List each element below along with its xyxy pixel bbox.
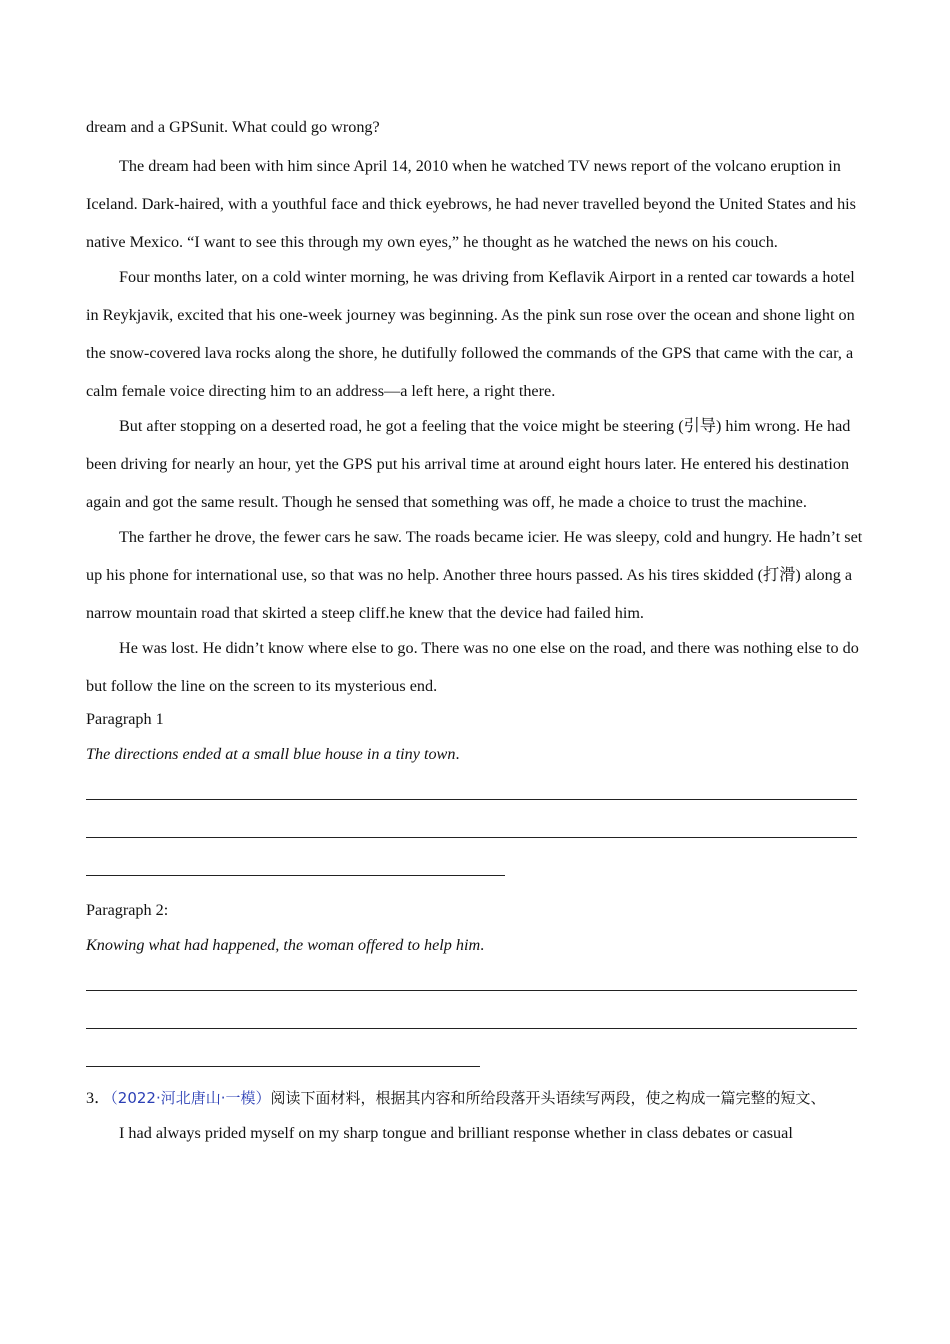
writing-line bbox=[86, 990, 857, 991]
paragraph-2-prompt-end: . bbox=[480, 936, 485, 954]
writing-line bbox=[86, 1028, 857, 1029]
question-3-header bbox=[86, 1079, 864, 1117]
writing-line bbox=[86, 837, 857, 838]
paragraph-1-prompt-end: . bbox=[455, 745, 460, 763]
writing-line bbox=[86, 1066, 480, 1067]
question-instruction: 阅读下面材料，根据其内容和所给段落开头语续写两段，使之构成一篇完整的短文、 bbox=[270, 1089, 826, 1107]
question-source: （2022·河北唐山·一模） bbox=[110, 1089, 271, 1107]
paragraph-1-prompt: The directions ended at a small blue house in a tiny town bbox=[86, 745, 456, 763]
passage-paragraph-2: Four months later, on a cold winter morning, he was driving from Keflavik Airport in a rented car towards a hotel in Reykjavik, excited that his one-week journey was beginning. As the pink sun rose over the ocean and shone light on the snow-covered lava rocks along the shore, he dutifully followed the commands of the GPS that came with the car, a calm female voice directing him to an address—a left here, a right there. bbox=[86, 268, 855, 400]
paragraph-1-writing-area[interactable] bbox=[86, 772, 864, 893]
passage-paragraph-0: dream and a GPSunit. What could go wrong? bbox=[86, 118, 380, 136]
passage-paragraph-5: He was lost. He didn’t know where else to go. There was no one else on the road, and there was nothing else to do but follow the line on the screen to its mysterious end. bbox=[86, 639, 859, 695]
passage-paragraph-4: The farther he drove, the fewer cars he saw. The roads became icier. He was sleepy, cold and hungry. He hadn’t set up his phone for international use, so that was no help. Another three hours passed. As his tires skidded (打滑) along a narrow mountain road that skirted a steep cliff.he knew that the device had failed him. bbox=[86, 528, 863, 622]
question-3-first-line: I had always prided myself on my sharp tongue and brilliant response whether in class debates or casual bbox=[119, 1124, 793, 1142]
paragraph-2-prompt: Knowing what had happened, the woman offered to help him bbox=[86, 936, 481, 954]
document-page bbox=[86, 112, 864, 1152]
writing-line bbox=[86, 875, 505, 876]
passage-paragraph-1: The dream had been with him since April 14, 2010 when he watched TV news report of the volcano eruption in Iceland. Dark-haired, with a youthful face and thick eyebrows, he had never travelled beyond the United States and his native Mexico. “I want to see this through my own eyes,” he thought as he watched the news on his couch. bbox=[86, 157, 856, 251]
paragraph-1-prompt-line bbox=[86, 737, 864, 772]
paragraph-1-label: Paragraph 1 bbox=[86, 710, 164, 728]
writing-line bbox=[86, 799, 857, 800]
paragraph-2-writing-area[interactable] bbox=[86, 963, 864, 1083]
paragraph-2-label: Paragraph 2: bbox=[86, 901, 169, 919]
paragraph-2-prompt-line bbox=[86, 928, 864, 963]
passage-paragraph-3: But after stopping on a deserted road, he got a feeling that the voice might be steering (引导) him wrong. He had been driving for nearly an hour, yet the GPS put his arrival time at around eight hours later. He entered his destination again and got the same result. Though he sensed that something was off, he made a choice to trust the machine. bbox=[86, 417, 851, 511]
question-number: 3． bbox=[86, 1089, 111, 1107]
